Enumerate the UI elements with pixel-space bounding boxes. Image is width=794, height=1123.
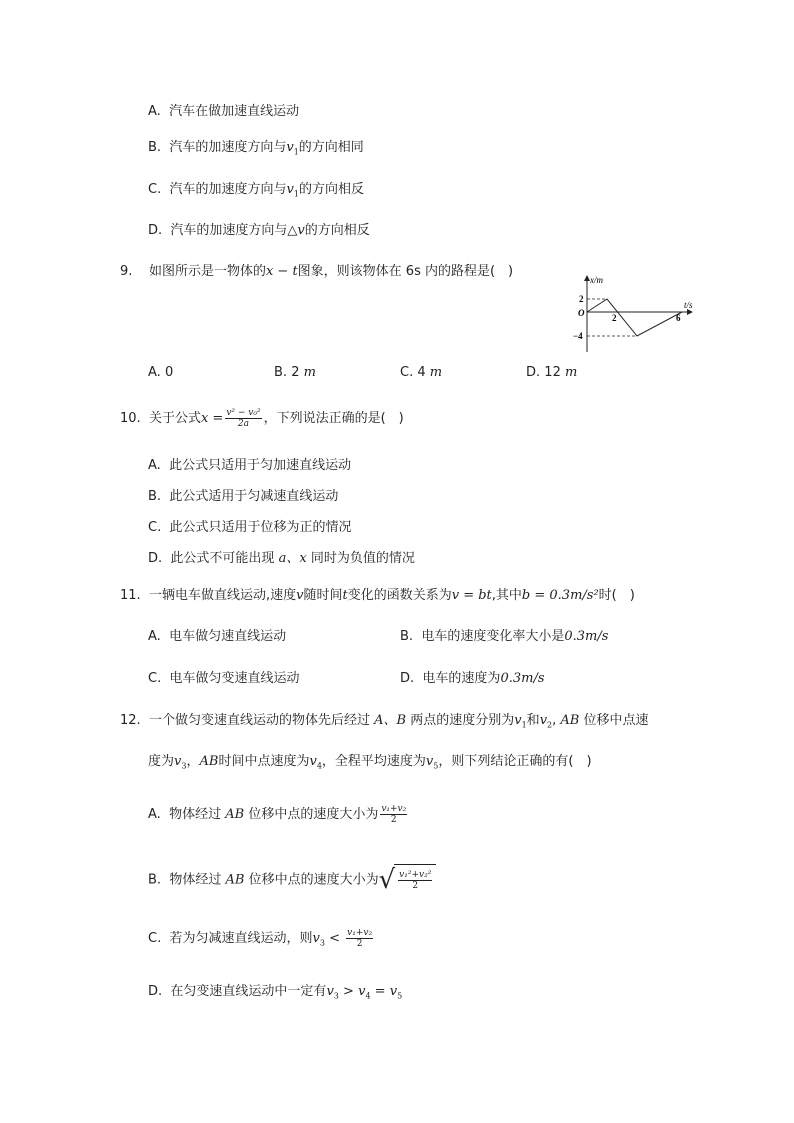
fraction-denominator: 2 bbox=[412, 881, 419, 891]
math-vars: AB bbox=[225, 872, 245, 888]
q9-option-b[interactable] bbox=[274, 364, 316, 382]
question-number: 11. bbox=[120, 588, 141, 603]
option-text: 同时为负值的情况 bbox=[310, 551, 415, 566]
math-sub: 4 bbox=[316, 761, 322, 771]
fraction-numerator: v₁+v₂ bbox=[347, 928, 373, 938]
math-expr: 0.3m/s bbox=[564, 629, 609, 644]
option-label: A. bbox=[148, 104, 161, 119]
math-var: v bbox=[539, 713, 548, 728]
stem-text: 时( ) bbox=[598, 588, 635, 603]
option-text: 汽车的加速度方向与△ bbox=[170, 223, 298, 238]
option-text: 在匀变速直线运动中一定有 bbox=[170, 984, 327, 999]
fraction-numerator: v² − v₀² bbox=[226, 408, 261, 418]
tick-label: −4 bbox=[573, 331, 583, 341]
option-value: 0 bbox=[164, 365, 174, 380]
option-text: 电车做匀速直线运动 bbox=[169, 629, 287, 644]
stem-text: 时间中点速度为 bbox=[218, 754, 310, 769]
math-op: = bbox=[374, 984, 386, 999]
option-label: C. bbox=[400, 365, 414, 380]
option-unit: m bbox=[429, 365, 443, 380]
x-axis-label: t/s bbox=[684, 300, 693, 310]
q9-option-a[interactable] bbox=[148, 364, 173, 382]
option-text: 物体经过 bbox=[169, 807, 222, 822]
option-text: 汽车的加速度方向与 bbox=[169, 140, 287, 155]
math-vars: AB bbox=[225, 807, 245, 822]
stem-text: ，下列说法正确的是( ) bbox=[263, 411, 404, 426]
math-vars: a、x bbox=[278, 551, 307, 566]
math-sub: 5 bbox=[397, 991, 403, 1001]
stem-text: 一个做匀变速直线运动的物体先后经过 bbox=[148, 713, 370, 728]
option-value: 2 bbox=[291, 365, 300, 380]
math-var: v bbox=[514, 713, 522, 728]
q12-option-c[interactable] bbox=[148, 927, 375, 951]
option-label: A. bbox=[148, 365, 161, 380]
sqrt-icon: √ bbox=[378, 865, 396, 895]
math-var: v bbox=[425, 754, 434, 769]
math-expr: x = bbox=[200, 411, 224, 426]
tick-label: 6 bbox=[676, 313, 681, 323]
option-label: B. bbox=[400, 629, 414, 644]
q8-option-a[interactable] bbox=[148, 103, 299, 121]
option-label: B. bbox=[148, 872, 162, 888]
formula-fraction bbox=[346, 928, 373, 949]
option-label: D. bbox=[148, 984, 163, 999]
math-expr: b = 0.3m/s² bbox=[521, 588, 599, 603]
option-text: 物体经过 bbox=[169, 872, 222, 888]
math-sub: 2 bbox=[547, 720, 553, 730]
option-label: B. bbox=[274, 365, 288, 380]
stem-text: 两点的速度分别为 bbox=[410, 713, 515, 728]
q12-stem-line2: 度为$v_3$，AB时间中点速度为$v_4$，全程平均速度为$v_5$，则下列结论正确的有( ) bbox=[148, 754, 592, 771]
fraction-denominator: 2a bbox=[237, 419, 249, 429]
math-expr: x − t bbox=[265, 264, 298, 279]
option-text: 电车做匀变速直线运动 bbox=[169, 671, 300, 686]
q11-option-c[interactable] bbox=[148, 670, 300, 688]
option-text: 位移中点的速度大小为 bbox=[248, 807, 379, 822]
q9-stem bbox=[120, 263, 513, 281]
formula-fraction bbox=[225, 408, 261, 429]
question-number: 12. bbox=[120, 713, 141, 728]
stem-text: 图象，则该物体在 6s 内的路程是( ) bbox=[297, 264, 514, 279]
stem-text: ，则下列结论正确的有( ) bbox=[438, 754, 592, 769]
q11-option-b[interactable] bbox=[400, 628, 608, 646]
q10-option-c[interactable] bbox=[148, 519, 352, 537]
math-var: v bbox=[297, 223, 305, 238]
option-text: 汽车的加速度方向与 bbox=[169, 182, 287, 197]
origin-label: O bbox=[578, 308, 585, 318]
math-sub: 3 bbox=[319, 938, 325, 948]
formula-fraction bbox=[398, 870, 432, 891]
option-text: 的方向相同 bbox=[298, 140, 364, 155]
option-text: 电车的速度为 bbox=[422, 671, 501, 686]
option-text: 的方向相反 bbox=[298, 182, 364, 197]
q10-option-d[interactable] bbox=[148, 550, 415, 568]
option-value: 12 bbox=[544, 365, 561, 380]
option-label: D. bbox=[148, 551, 163, 566]
q8-option-b[interactable] bbox=[148, 139, 364, 157]
option-label: D. bbox=[148, 223, 163, 238]
q10-stem bbox=[120, 407, 404, 431]
option-text: 汽车在做加速直线运动 bbox=[169, 104, 300, 119]
stem-text: 一辆电车做直线运动,速度 bbox=[148, 588, 297, 603]
math-var: v bbox=[312, 931, 320, 946]
math-vars: AB bbox=[199, 754, 219, 769]
question-number: 9. bbox=[120, 264, 133, 279]
option-label: C. bbox=[148, 520, 162, 535]
math-sub: 3 bbox=[181, 761, 187, 771]
q10-option-a[interactable] bbox=[148, 457, 351, 475]
q12-option-d[interactable] bbox=[148, 983, 402, 1001]
option-label: D. bbox=[400, 671, 415, 686]
stem-text: 关于公式 bbox=[148, 411, 201, 426]
q11-stem bbox=[120, 587, 635, 605]
option-text: 位移中点的速度大小为 bbox=[248, 872, 379, 888]
math-sub: 5 bbox=[433, 761, 439, 771]
fraction-denominator: 2 bbox=[390, 815, 397, 825]
math-var: v bbox=[326, 984, 334, 999]
math-sub: 1 bbox=[521, 720, 527, 730]
math-var: v bbox=[174, 754, 182, 769]
math-var: v bbox=[358, 984, 366, 999]
math-sub: 3 bbox=[333, 991, 339, 1001]
q12-option-b[interactable] bbox=[148, 864, 436, 896]
option-text: 若为匀减速直线运动，则 bbox=[169, 931, 313, 946]
fraction-numerator: v₁+v₂ bbox=[381, 804, 407, 814]
stem-text: 位移中点速 bbox=[583, 713, 649, 728]
stem-text: 变化的函数关系为 bbox=[347, 588, 452, 603]
option-label: A. bbox=[148, 807, 161, 822]
fraction-numerator: v₁²+v₂² bbox=[399, 870, 432, 880]
option-unit: m bbox=[564, 365, 578, 380]
math-var: v bbox=[286, 140, 294, 155]
option-text: 此公式只适用于匀加速直线运动 bbox=[169, 458, 352, 473]
question-number: 10. bbox=[120, 411, 141, 426]
q8-option-c[interactable] bbox=[148, 181, 364, 199]
stem-text: 和 bbox=[526, 713, 540, 728]
stem-text: 度为 bbox=[148, 754, 175, 769]
math-var: v bbox=[296, 588, 304, 603]
math-op: < bbox=[329, 931, 340, 946]
option-text: 此公式只适用于位移为正的情况 bbox=[169, 520, 352, 535]
stem-text: 如图所示是一物体的 bbox=[148, 264, 266, 279]
q11-option-a[interactable] bbox=[148, 628, 286, 646]
math-expr: 0.3m/s bbox=[500, 671, 545, 686]
stem-text: ，全程平均速度为 bbox=[321, 754, 426, 769]
q11-option-d[interactable] bbox=[400, 670, 545, 688]
option-label: A. bbox=[148, 629, 161, 644]
y-axis-label: x/m bbox=[590, 275, 603, 285]
option-text: 的方向相反 bbox=[304, 223, 370, 238]
option-text: 此公式不可能出现 bbox=[170, 551, 275, 566]
math-op: > bbox=[343, 984, 354, 999]
tick-label: 2 bbox=[579, 294, 584, 304]
option-label: C. bbox=[148, 931, 162, 946]
stem-text: 随时间 bbox=[303, 588, 343, 603]
math-var: t bbox=[342, 588, 348, 603]
math-var: v bbox=[389, 984, 398, 999]
q12-stem-line1: 12. 一个做匀变速直线运动的物体先后经过 A、B 两点的速度分别为$v_1$和$v_2$, AB 位移中点速 bbox=[120, 713, 649, 730]
option-text: 电车的速度变化率大小是 bbox=[421, 629, 565, 644]
math-sub: 1 bbox=[293, 189, 299, 199]
option-label: C. bbox=[148, 182, 162, 197]
option-text: 此公式适用于匀减速直线运动 bbox=[169, 489, 339, 504]
option-label: C. bbox=[148, 671, 162, 686]
math-sub: 4 bbox=[365, 991, 371, 1001]
x-t-curve bbox=[587, 299, 682, 336]
math-vars: A、B bbox=[374, 713, 407, 728]
math-expr: v = bt bbox=[451, 588, 492, 603]
tick-label: 2 bbox=[612, 313, 617, 323]
fraction-denominator: 2 bbox=[356, 939, 363, 949]
formula-fraction bbox=[380, 804, 407, 825]
q9-option-d[interactable] bbox=[526, 364, 577, 382]
option-label: A. bbox=[148, 458, 161, 473]
q8-option-d[interactable] bbox=[148, 222, 370, 240]
q9-option-c[interactable] bbox=[400, 364, 442, 382]
sqrt-formula bbox=[379, 864, 437, 896]
option-label: D. bbox=[526, 365, 541, 380]
stem-text: ,其中 bbox=[491, 588, 522, 603]
math-vars: AB bbox=[560, 713, 580, 728]
option-label: B. bbox=[148, 489, 162, 504]
math-var: v bbox=[286, 182, 294, 197]
q10-option-b[interactable] bbox=[148, 488, 338, 506]
math-sub: 1 bbox=[293, 147, 299, 157]
math-var: v bbox=[309, 754, 317, 769]
option-unit: m bbox=[303, 365, 316, 380]
q12-option-a[interactable] bbox=[148, 803, 409, 827]
x-t-graph bbox=[573, 272, 696, 356]
option-value: 4 bbox=[417, 365, 426, 380]
option-label: B. bbox=[148, 140, 162, 155]
